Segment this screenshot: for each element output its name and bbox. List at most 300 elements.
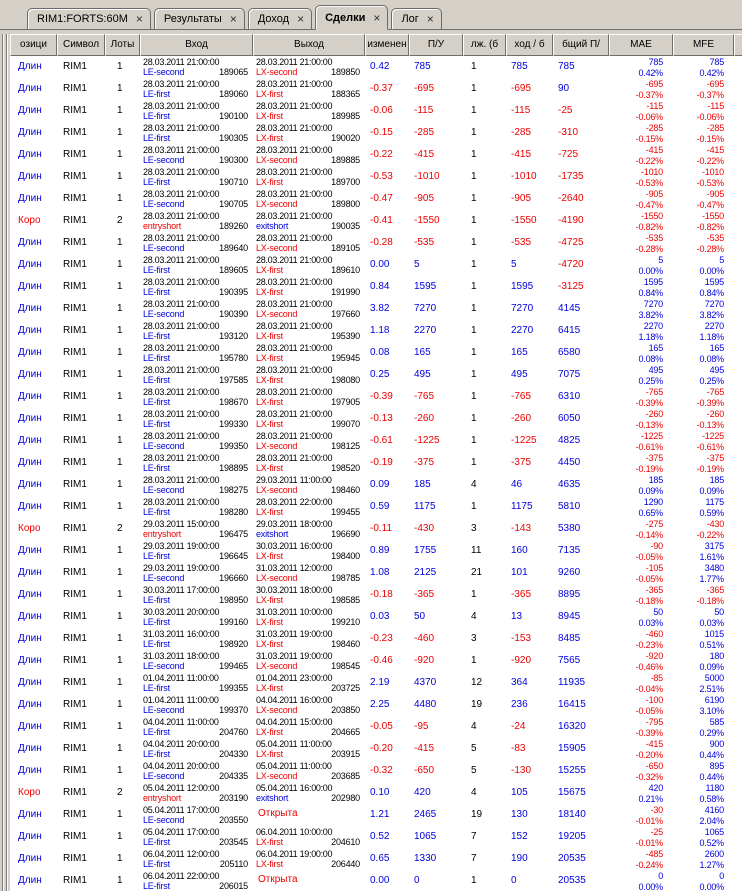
main-area: [0, 34, 742, 891]
entry-signal: LE-first: [143, 837, 170, 847]
lots-cell: 1: [117, 237, 123, 248]
entry-cell: [140, 870, 253, 891]
lots-cell: 1: [117, 545, 123, 556]
mfe-cell: [673, 144, 734, 166]
mfe-percent: -0.06%: [696, 112, 724, 122]
mae-cell: [609, 584, 673, 606]
exit-price: 203725: [331, 683, 360, 693]
mfe-percent: 0.59%: [699, 508, 724, 518]
duration-bars-cell: 7: [471, 853, 477, 864]
trade-row[interactable]: [10, 496, 742, 518]
trade-row[interactable]: [10, 540, 742, 562]
mfe-value: -695: [706, 79, 724, 89]
trade-row[interactable]: [10, 694, 742, 716]
mfe-cell: [673, 452, 734, 474]
column-header[interactable]: изменен: [365, 34, 409, 56]
exit-cell: [253, 364, 365, 386]
profit-per-bar-cell: 1175: [511, 501, 533, 512]
position-cell: Длин: [18, 325, 42, 336]
entry-date: 28.03.2011 21:00:00: [143, 387, 220, 397]
mae-value: 185: [648, 475, 663, 485]
entry-cell: [140, 738, 253, 760]
exit-signal: LX-second: [256, 155, 298, 165]
symbol-cell: RIM1: [63, 215, 87, 226]
entry-price: 199330: [219, 419, 248, 429]
column-header[interactable]: озици: [10, 34, 57, 56]
total-profit-cell: 7075: [558, 369, 581, 380]
mae-cell: [609, 56, 673, 78]
entry-signal: LE-first: [143, 859, 170, 869]
exit-price: 189700: [331, 177, 360, 187]
mae-percent: -0.24%: [635, 860, 663, 870]
mae-percent: 3.82%: [638, 310, 663, 320]
trade-row[interactable]: [10, 78, 742, 100]
entry-date: 29.03.2011 15:00:00: [143, 519, 220, 529]
change-pct-cell: 2.25: [370, 699, 390, 710]
mae-percent: -0.01%: [635, 838, 663, 848]
mae-percent: -0.01%: [635, 816, 663, 826]
profit-loss-cell: -1550: [414, 215, 440, 226]
tab[interactable]: [391, 8, 441, 29]
mfe-cell: [673, 716, 734, 738]
exit-cell: [253, 474, 365, 496]
trade-row[interactable]: [10, 782, 742, 804]
symbol-cell: RIM1: [63, 743, 87, 754]
trade-row[interactable]: [10, 166, 742, 188]
mfe-cell: [673, 320, 734, 342]
column-header[interactable]: MFE: [673, 34, 734, 56]
trade-row[interactable]: [10, 474, 742, 496]
profit-loss-cell: 1065: [414, 831, 437, 842]
symbol-cell: RIM1: [63, 677, 87, 688]
mae-cell: [609, 122, 673, 144]
mae-cell: [609, 320, 673, 342]
position-cell: Длин: [18, 765, 42, 776]
exit-date: 06.04.2011 19:00:00: [256, 849, 333, 859]
change-pct-cell: -0.28: [370, 237, 393, 248]
mfe-cell: [673, 694, 734, 716]
trade-row[interactable]: [10, 518, 742, 540]
trade-row[interactable]: [10, 672, 742, 694]
left-splitter[interactable]: [0, 34, 10, 891]
exit-price: 195945: [331, 353, 360, 363]
tab-label: Доход: [257, 13, 290, 25]
column-header[interactable]: ход / б: [506, 34, 553, 56]
exit-cell: [253, 738, 365, 760]
change-pct-cell: 0.00: [370, 259, 390, 270]
exit-date: 28.03.2011 22:00:00: [256, 497, 333, 507]
mae-value: 785: [648, 57, 663, 67]
mae-percent: -0.28%: [635, 244, 663, 254]
entry-signal: LE-first: [143, 639, 170, 649]
lots-cell: 1: [117, 831, 123, 842]
trade-row[interactable]: [10, 562, 742, 584]
profit-per-bar-cell: -260: [511, 413, 532, 424]
column-header[interactable]: Выход: [253, 34, 365, 56]
position-cell: Длин: [18, 105, 42, 116]
trade-row[interactable]: [10, 364, 742, 386]
entry-date: 28.03.2011 21:00:00: [143, 497, 220, 507]
mae-percent: 0.65%: [638, 508, 663, 518]
exit-price: 191990: [331, 287, 360, 297]
duration-bars-cell: 1: [471, 127, 477, 138]
mfe-value: 2600: [704, 849, 724, 859]
total-profit-cell: 4145: [558, 303, 581, 314]
trade-row[interactable]: [10, 56, 742, 78]
total-profit-cell: -725: [558, 149, 579, 160]
trade-row[interactable]: [10, 738, 742, 760]
tab[interactable]: [315, 5, 388, 30]
trade-row[interactable]: [10, 342, 742, 364]
mae-value: -30: [650, 805, 663, 815]
change-pct-cell: -0.47: [370, 193, 393, 204]
mfe-value: 895: [709, 761, 724, 771]
trade-row[interactable]: [10, 144, 742, 166]
profit-loss-cell: -650: [414, 765, 435, 776]
mae-cell: [609, 100, 673, 122]
symbol-cell: RIM1: [63, 193, 87, 204]
exit-price: 204665: [331, 727, 360, 737]
trade-row[interactable]: [10, 848, 742, 870]
total-profit-cell: -3125: [558, 281, 584, 292]
mfe-percent: 3.82%: [699, 310, 724, 320]
exit-date: 29.03.2011 11:00:00: [256, 475, 332, 485]
entry-cell: [140, 848, 253, 870]
mfe-value: -260: [706, 409, 724, 419]
mfe-percent: 0.58%: [699, 794, 724, 804]
position-cell: Длин: [18, 875, 42, 886]
change-pct-cell: 0.89: [370, 545, 390, 556]
trade-row[interactable]: [10, 650, 742, 672]
exit-signal: exitshort: [256, 221, 289, 231]
duration-bars-cell: 1: [471, 435, 477, 446]
exit-signal: LX-second: [256, 485, 298, 495]
mae-value: 165: [648, 343, 663, 353]
entry-signal: LE-first: [143, 749, 170, 759]
entry-price: 196660: [219, 573, 248, 583]
symbol-cell: RIM1: [63, 105, 87, 116]
trade-row[interactable]: [10, 870, 742, 891]
exit-signal: exitshort: [256, 793, 289, 803]
position-cell: Длин: [18, 809, 42, 820]
change-pct-cell: 0.09: [370, 479, 390, 490]
mfe-value: -905: [706, 189, 724, 199]
entry-date: 28.03.2011 21:00:00: [143, 57, 220, 67]
entry-date: 28.03.2011 21:00:00: [143, 453, 220, 463]
column-header[interactable]: Вход: [140, 34, 253, 56]
mae-value: -275: [645, 519, 663, 529]
exit-date: 01.04.2011 23:00:00: [256, 673, 333, 683]
mfe-value: 1015: [704, 629, 724, 639]
entry-price: 190705: [219, 199, 248, 209]
tab-close-icon[interactable]: ×: [297, 12, 305, 26]
mfe-cell: [673, 496, 734, 518]
lots-cell: 1: [117, 853, 123, 864]
exit-date: 28.03.2011 21:00:00: [256, 145, 333, 155]
entry-cell: [140, 232, 253, 254]
lots-cell: 1: [117, 501, 123, 512]
tab-close-icon[interactable]: ×: [229, 12, 237, 26]
column-header[interactable]: Символ: [57, 34, 105, 56]
total-profit-cell: 16320: [558, 721, 586, 732]
mae-cell: [609, 78, 673, 100]
mae-cell: [609, 474, 673, 496]
change-pct-cell: -0.05: [370, 721, 393, 732]
mae-percent: 0.21%: [638, 794, 663, 804]
change-pct-cell: 0.42: [370, 61, 390, 72]
profit-per-bar-cell: -24: [511, 721, 526, 732]
mae-value: -415: [645, 145, 663, 155]
entry-signal: LE-first: [143, 265, 170, 275]
lots-cell: 1: [117, 875, 123, 886]
trade-row[interactable]: [10, 188, 742, 210]
entry-cell: [140, 782, 253, 804]
mfe-cell: [673, 166, 734, 188]
exit-date: 31.03.2011 19:00:00: [256, 629, 333, 639]
trade-row[interactable]: [10, 826, 742, 848]
entry-signal: LE-first: [143, 331, 170, 341]
exit-signal: LX-second: [256, 573, 298, 583]
entry-date: 28.03.2011 21:00:00: [143, 123, 220, 133]
entry-price: 205110: [219, 859, 248, 869]
tab-label: Сделки: [325, 11, 366, 24]
position-cell: Длин: [18, 721, 42, 732]
trade-row[interactable]: [10, 276, 742, 298]
trade-row[interactable]: [10, 606, 742, 628]
tab-close-icon[interactable]: ×: [426, 12, 434, 26]
trade-row[interactable]: [10, 584, 742, 606]
mfe-cell: [673, 804, 734, 826]
entry-cell: [140, 100, 253, 122]
profit-per-bar-cell: -415: [511, 149, 532, 160]
exit-cell: [253, 430, 365, 452]
column-header[interactable]: Лоты: [105, 34, 140, 56]
mae-cell: [609, 716, 673, 738]
mae-cell: [609, 276, 673, 298]
exit-price: 202980: [331, 793, 360, 803]
trade-row[interactable]: [10, 760, 742, 782]
mfe-cell: [673, 254, 734, 276]
mae-value: -650: [645, 761, 663, 771]
profit-loss-cell: 1330: [414, 853, 437, 864]
exit-date: 29.03.2011 18:00:00: [256, 519, 333, 529]
duration-bars-cell: 1: [471, 61, 477, 72]
mae-percent: -0.04%: [635, 684, 663, 694]
duration-bars-cell: 21: [471, 567, 483, 578]
entry-cell: [140, 78, 253, 100]
mfe-percent: 0.09%: [699, 486, 724, 496]
mae-value: 420: [648, 783, 663, 793]
duration-bars-cell: 1: [471, 369, 477, 380]
entry-date: 06.04.2011 12:00:00: [143, 849, 220, 859]
mfe-cell: [673, 210, 734, 232]
mfe-value: 50: [714, 607, 724, 617]
position-cell: Длин: [18, 501, 42, 512]
mae-percent: -0.05%: [635, 552, 663, 562]
lots-cell: 1: [117, 457, 123, 468]
exit-cell: [253, 78, 365, 100]
exit-price: 199210: [331, 617, 360, 627]
exit-cell: [253, 606, 365, 628]
entry-cell: [140, 144, 253, 166]
exit-signal: LX-first: [256, 111, 283, 121]
trade-row[interactable]: [10, 122, 742, 144]
exit-price: 198545: [331, 661, 360, 671]
mfe-percent: 0.09%: [699, 662, 724, 672]
lots-cell: 1: [117, 655, 123, 666]
trade-row[interactable]: [10, 254, 742, 276]
entry-cell: [140, 298, 253, 320]
symbol-cell: RIM1: [63, 369, 87, 380]
total-profit-cell: 15255: [558, 765, 586, 776]
mfe-percent: 0.25%: [699, 376, 724, 386]
trade-row[interactable]: [10, 430, 742, 452]
exit-cell: [253, 408, 365, 430]
profit-loss-cell: -695: [414, 83, 435, 94]
profit-loss-cell: -415: [414, 149, 435, 160]
change-pct-cell: -0.19: [370, 457, 393, 468]
duration-bars-cell: 1: [471, 281, 477, 292]
mfe-cell: [673, 474, 734, 496]
profit-per-bar-cell: 160: [511, 545, 528, 556]
entry-date: 04.04.2011 11:00:00: [143, 717, 219, 727]
exit-price: 198460: [331, 485, 360, 495]
total-profit-cell: 4825: [558, 435, 581, 446]
mfe-percent: -0.19%: [696, 464, 724, 474]
tab[interactable]: [154, 8, 245, 29]
profit-per-bar-cell: 785: [511, 61, 528, 72]
tab-close-icon[interactable]: ×: [373, 10, 381, 25]
profit-loss-cell: -95: [414, 721, 429, 732]
exit-date: 28.03.2011 21:00:00: [256, 211, 333, 221]
entry-signal: LE-first: [143, 375, 170, 385]
exit-cell: [253, 276, 365, 298]
duration-bars-cell: 3: [471, 523, 477, 534]
trade-row[interactable]: [10, 804, 742, 826]
mae-value: -105: [645, 563, 663, 573]
trade-row[interactable]: [10, 716, 742, 738]
exit-cell: [253, 166, 365, 188]
entry-signal: entryshort: [143, 793, 182, 803]
total-profit-cell: 90: [558, 83, 570, 94]
symbol-cell: RIM1: [63, 435, 87, 446]
profit-loss-cell: 785: [414, 61, 431, 72]
change-pct-cell: -0.11: [370, 523, 393, 534]
total-profit-cell: 6415: [558, 325, 581, 336]
trade-row[interactable]: [10, 452, 742, 474]
lots-cell: 1: [117, 765, 123, 776]
entry-price: 197585: [219, 375, 248, 385]
symbol-cell: RIM1: [63, 611, 87, 622]
profit-loss-cell: 1755: [414, 545, 437, 556]
duration-bars-cell: 4: [471, 787, 477, 798]
profit-loss-cell: 4370: [414, 677, 437, 688]
position-open-label: Открыта: [258, 874, 298, 885]
mfe-percent: 0.00%: [699, 882, 724, 891]
mae-value: -535: [645, 233, 663, 243]
position-cell: Длин: [18, 699, 42, 710]
change-pct-cell: 0.08: [370, 347, 390, 358]
column-header[interactable]: лж. (б: [463, 34, 506, 56]
mfe-percent: -0.13%: [696, 420, 724, 430]
entry-cell: [140, 672, 253, 694]
entry-date: 28.03.2011 21:00:00: [143, 321, 220, 331]
trade-row[interactable]: [10, 628, 742, 650]
trade-row[interactable]: [10, 100, 742, 122]
symbol-cell: RIM1: [63, 699, 87, 710]
entry-signal: LE-second: [143, 485, 185, 495]
duration-bars-cell: 1: [471, 589, 477, 600]
exit-cell: [253, 826, 365, 848]
duration-bars-cell: 4: [471, 611, 477, 622]
total-profit-cell: -25: [558, 105, 573, 116]
duration-bars-cell: 1: [471, 347, 477, 358]
entry-signal: LE-first: [143, 287, 170, 297]
entry-signal: LE-first: [143, 727, 170, 737]
entry-price: 204335: [219, 771, 248, 781]
lots-cell: 1: [117, 589, 123, 600]
duration-bars-cell: 1: [471, 215, 477, 226]
mae-percent: -0.05%: [635, 706, 663, 716]
mae-value: -1010: [640, 167, 663, 177]
entry-date: 05.04.2011 17:00:00: [143, 805, 220, 815]
position-cell: Длин: [18, 237, 42, 248]
column-header[interactable]: MAE: [609, 34, 673, 56]
lots-cell: 2: [117, 215, 123, 226]
mae-value: -1550: [640, 211, 663, 221]
exit-signal: LX-first: [256, 683, 283, 693]
profit-per-bar-cell: 152: [511, 831, 528, 842]
entry-price: 199370: [219, 705, 248, 715]
trade-row[interactable]: [10, 210, 742, 232]
profit-loss-cell: -365: [414, 589, 435, 600]
mae-cell: [609, 606, 673, 628]
tab-close-icon[interactable]: ×: [135, 12, 143, 26]
mae-value: -415: [645, 739, 663, 749]
symbol-cell: RIM1: [63, 391, 87, 402]
tab[interactable]: [248, 8, 312, 29]
total-profit-cell: 5810: [558, 501, 581, 512]
change-pct-cell: -0.20: [370, 743, 393, 754]
tab[interactable]: [27, 8, 151, 29]
trade-row[interactable]: [10, 408, 742, 430]
profit-loss-cell: 5: [414, 259, 420, 270]
exit-cell: [253, 848, 365, 870]
mae-value: -485: [645, 849, 663, 859]
entry-signal: LE-second: [143, 199, 185, 209]
column-header[interactable]: П/У: [409, 34, 463, 56]
exit-cell: [253, 188, 365, 210]
trade-row[interactable]: [10, 386, 742, 408]
mae-percent: -0.06%: [635, 112, 663, 122]
entry-date: 30.03.2011 20:00:00: [143, 607, 220, 617]
duration-bars-cell: 4: [471, 721, 477, 732]
profit-loss-cell: 4480: [414, 699, 437, 710]
profit-per-bar-cell: -153: [511, 633, 532, 644]
mfe-percent: -0.82%: [696, 222, 724, 232]
mae-value: 2270: [643, 321, 663, 331]
entry-signal: LE-first: [143, 177, 170, 187]
trade-row[interactable]: [10, 298, 742, 320]
entry-cell: [140, 166, 253, 188]
total-profit-cell: 20535: [558, 853, 586, 864]
mae-cell: [609, 452, 673, 474]
mae-percent: -0.14%: [635, 530, 663, 540]
column-header[interactable]: бщий П/: [553, 34, 609, 56]
trade-row[interactable]: [10, 232, 742, 254]
trade-row[interactable]: [10, 320, 742, 342]
exit-cell: [253, 254, 365, 276]
